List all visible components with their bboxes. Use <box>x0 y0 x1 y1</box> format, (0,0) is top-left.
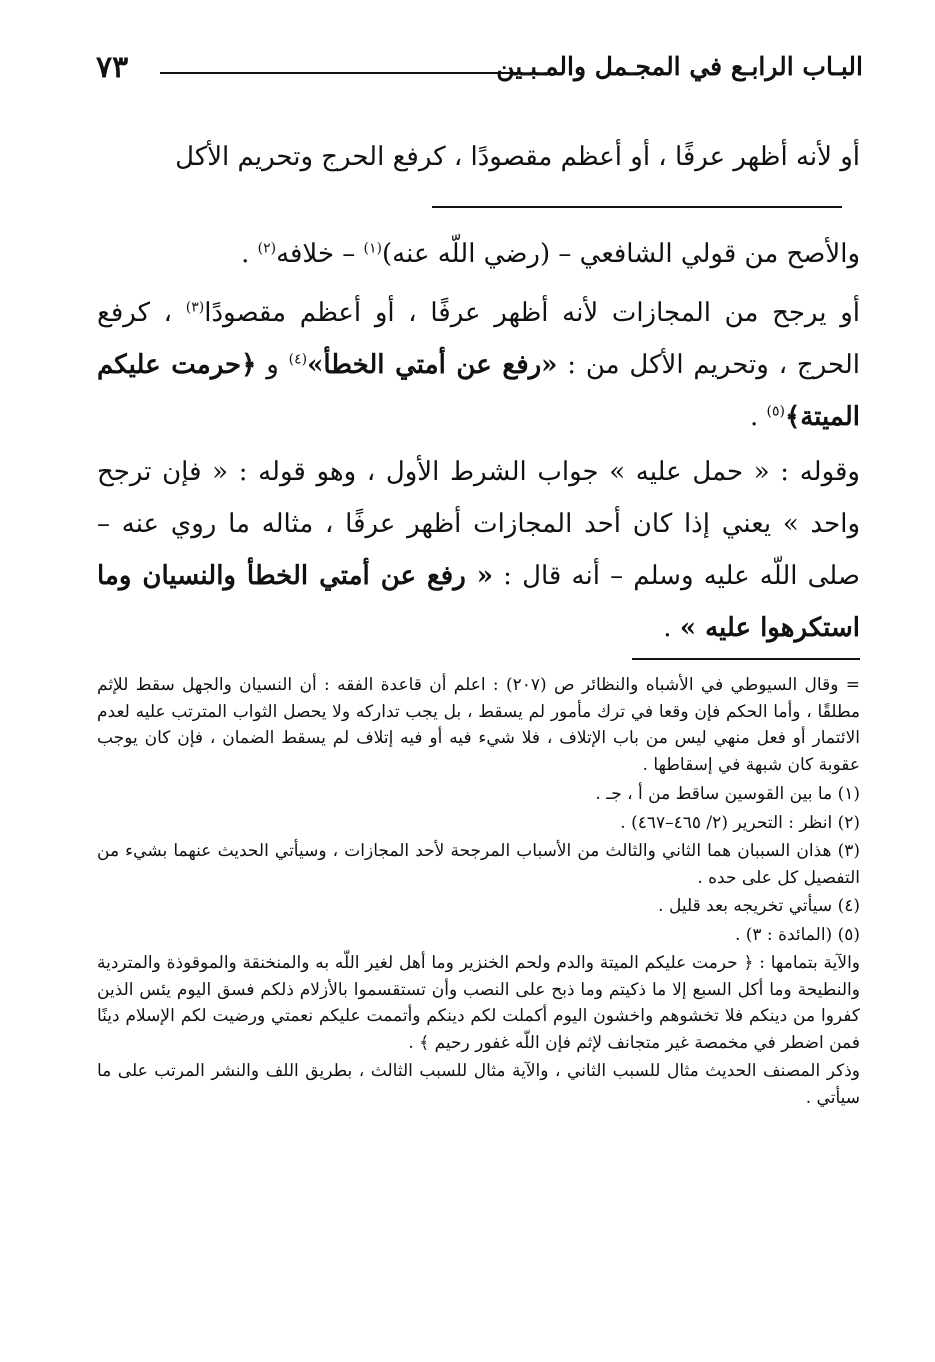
paragraph-3-end: . <box>663 613 680 643</box>
quoted-matn-line <box>97 133 860 181</box>
footnote-continuation: = وقال السيوطي في الأشباه والنظائر ص (٢٠٧) : اعلم أن قاعدة الفقه : أن النسيان والجهل سقط للإثم مطلقًا ، وأما الحكم فإن وقعا في ترك مأمور لم يسقط ، بل يجب تداركه ولا يحصل الثواب المترتب عليه لعدم الائتمار أو فعل منهي ليس من باب الإتلاف ، فلا شيء فيه أو فيه إتلاف لم يسقط الضمان ، فإن كان يوجب عقوبة كان شبهة في إسقاطها . <box>97 675 860 775</box>
paragraph-2 <box>97 287 860 443</box>
paragraph-2-end: . <box>749 402 767 432</box>
footnote-separator-rule <box>632 658 860 660</box>
running-title: البـاب الرابـع في المجـمل والمـبـين <box>496 52 863 81</box>
footnote-ref-5: (٥) <box>766 403 785 420</box>
footnote-author-note: وذكر المصنف الحديث مثال للسبب الثاني ، والآية مثال للسبب الثالث ، بطريق اللف والنشر المرتب على ما سيأتي . <box>97 1061 860 1108</box>
matn-separator-rule <box>432 206 842 208</box>
footnote-2 <box>97 810 860 837</box>
footnote-ref-1: (١) <box>363 240 383 257</box>
footnote-number: (١) <box>837 784 860 804</box>
footnote-1 <box>97 781 860 808</box>
paragraph-2-text-1: أو يرجح من المجازات لأنه أظهر عرفًا ، أو أعظم مقصودًا <box>204 298 860 328</box>
footnote-text: (المائدة : ٣) . <box>734 924 838 945</box>
footnote-text: ما بين القوسين ساقط من أ ، جـ . <box>595 784 838 804</box>
paragraph-3 <box>97 446 860 654</box>
footnotes-section <box>97 672 860 1113</box>
footnote-text: سيأتي تخريجه بعد قليل . <box>658 896 838 916</box>
paragraph-1 <box>97 228 860 280</box>
footnote-4 <box>97 893 860 920</box>
hadith-quote-full: « رفع عن أمتي الخطأ والنسيان وما استكرهوا عليه » <box>97 561 860 643</box>
quran-ayah-quote: ﴿حرمت عليكم الميتة﴾ <box>97 350 860 432</box>
quoted-matn-text: أو لأنه أظهر عرفًا ، أو أعظم مقصودًا ، كرفع الحرج وتحريم الأكل <box>175 142 860 172</box>
footnote-ref-2: (٢) <box>257 240 277 257</box>
footnote-ref-4: (٤) <box>288 351 308 368</box>
footnote-number: (٥) <box>837 924 860 945</box>
footnote-ref-3: (٣) <box>185 299 205 316</box>
footnote-text: انظر : التحرير (٢/ ٤٦٥–٤٦٧) . <box>620 812 838 833</box>
header-rule <box>160 72 522 74</box>
footnote-text: هذان السببان هما الثاني والثالث من الأسباب المرجحة لأحد المجازات ، وسيأتي الحديث عنهما بشيء من التفصيل كل على حده . <box>97 841 860 888</box>
footnote-number: (٢) <box>837 812 860 833</box>
paragraph-3-text: وقوله : « حمل عليه » جواب الشرط الأول ، وهو قوله : « فإن ترجح واحد » يعني إذا كان أحد المجازات أظهر عرفًا ، مثاله ما روي عنه – صلى اللّه عليه وسلم – أنه قال : <box>97 457 860 591</box>
hadith-quote-short: «رفع عن أمتي الخطأ» <box>307 350 558 380</box>
footnote-number: (٤) <box>837 896 860 916</box>
footnote-3 <box>97 838 860 891</box>
paragraph-2-text-2: ، كرفع الحرج ، وتحريم الأكل من : <box>97 298 860 380</box>
footnote-ayah-full-text: والآية بتمامها : ﴿ حرمت عليكم الميتة والدم ولحم الخنزير وما أهل لغير اللّه به والمنخنقة والموقوذة والمتردية والنطيحة وما أكل السبع إلا ما ذكيتم وما ذبح على النصب وأن تستقسموا بالأزلام ذلكم فسق اليوم يئس الذين كفروا من دينكم فلا تخشوهم واخشون اليوم أكملت لكم دينكم وأتممت عليكم نعمتي ورضيت لكم الإسلام دينًا فمن اضطر في مخمصة غير متجانف لإثم فإن اللّه غفور رحيم ﴾ . <box>97 953 860 1053</box>
page-number: ٧٣ <box>96 50 129 85</box>
footnote-number: (٣) <box>837 841 860 861</box>
footnote-5 <box>97 922 860 949</box>
paragraph-1-text-after: – خلافه <box>276 239 364 269</box>
paragraph-1-end: . <box>241 239 258 269</box>
paragraph-1-text: والأصح من قولي الشافعي – (رضي اللّه عنه) <box>382 239 860 269</box>
paragraph-2-text-3: و <box>256 350 289 380</box>
